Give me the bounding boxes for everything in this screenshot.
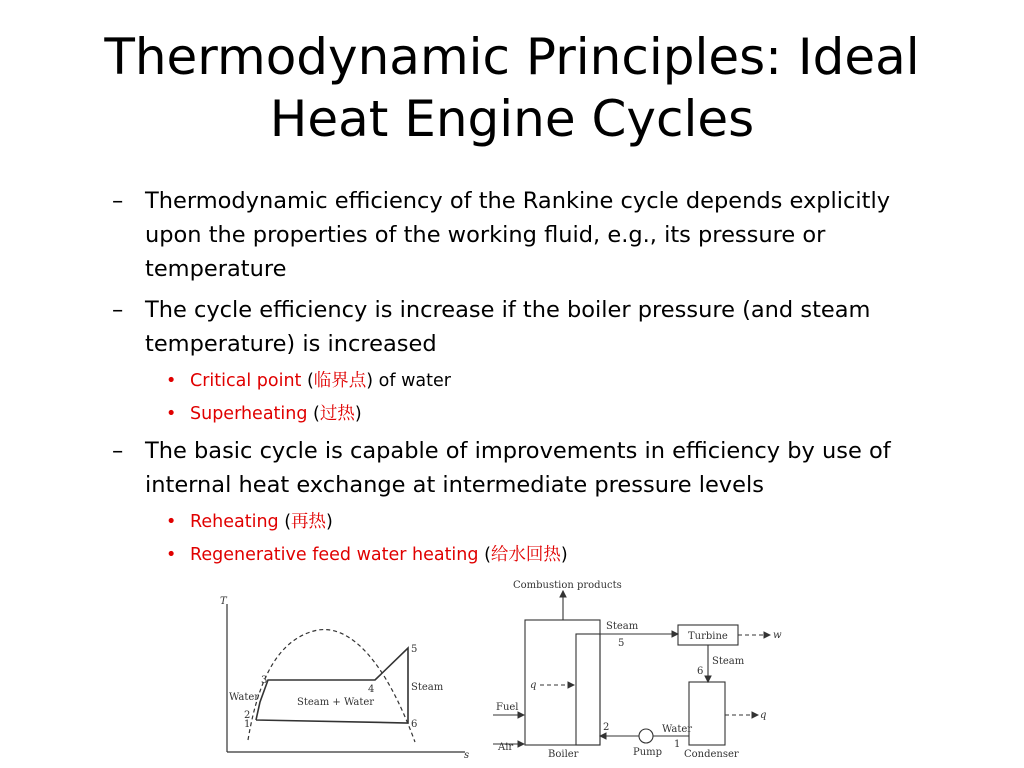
subbullet-reheating (166, 509, 932, 535)
subbullet-regenerative-heating (166, 542, 932, 568)
steam-label-side: Steam (712, 656, 745, 667)
state-5-label: 5 (618, 638, 625, 649)
condenser-label: Condenser (684, 749, 739, 760)
dot-marker: • (166, 512, 177, 532)
term: Regenerative feed water heating (190, 545, 479, 565)
heat-out-label: q (760, 710, 767, 721)
subbullet-critical-point (166, 368, 932, 394)
state-6-label: 6 (697, 666, 704, 677)
pump-label: Pump (633, 747, 663, 758)
term: Critical point (190, 371, 302, 391)
heat-in-label: q (530, 680, 537, 691)
label-water: Water (229, 692, 260, 703)
bullet-list (112, 184, 932, 575)
point-5: 5 (411, 644, 418, 655)
term: Reheating (190, 512, 279, 532)
paren-close: ) of water (366, 371, 451, 391)
paren-close: ) (326, 512, 333, 532)
paren-open: ( (478, 545, 491, 565)
label-steam-water: Steam + Water (297, 697, 375, 708)
pump-symbol (639, 729, 653, 743)
combustion-products-label: Combustion products (513, 580, 622, 591)
saturation-dome (248, 630, 418, 742)
point-4: 4 (368, 684, 375, 695)
point-3: 3 (261, 675, 268, 686)
air-label: Air (498, 742, 514, 753)
term: Superheating (190, 404, 308, 424)
slide-title: Thermodynamic Principles: Ideal Heat Engine Cycles (104, 28, 920, 148)
water-label: Water (662, 724, 693, 735)
bullet-internal-heat-exchange (112, 434, 932, 502)
point-2: 2 (244, 710, 251, 721)
bullet-text: The basic cycle is capable of improvements in efficiency by use of internal heat exchange at intermediate pressure levels (145, 438, 891, 498)
axis-s-label: s (464, 750, 470, 761)
dash-marker: – (112, 297, 124, 323)
ts-diagram (210, 590, 480, 762)
point-6: 6 (411, 719, 418, 730)
state-2-label: 2 (603, 722, 610, 733)
axis-t-label: T (220, 596, 227, 607)
paren-close: ) (354, 404, 362, 424)
paren-open: ( (278, 512, 292, 532)
chinese-term: 过热 (319, 404, 355, 424)
bullet-text: Thermodynamic efficiency of the Rankine cycle depends explicitly upon the properties of the working fluid, e.g., its pressure or temperature (145, 188, 891, 282)
state-1-label: 1 (674, 739, 681, 750)
dot-marker: • (166, 545, 177, 565)
chinese-term: 给水回热 (490, 545, 561, 565)
bullet-efficiency-rankine (112, 184, 932, 286)
rankine-plant-diagram (488, 574, 788, 764)
point-1: 1 (244, 719, 251, 730)
paren-close: ) (560, 545, 568, 565)
condenser-box (689, 682, 725, 745)
cycle-path (256, 648, 408, 723)
fuel-label: Fuel (496, 702, 519, 713)
steam-label-top: Steam (606, 621, 639, 632)
paren-open: ( (301, 371, 314, 391)
chinese-term: 临界点 (313, 371, 367, 391)
subbullet-superheating (166, 401, 932, 427)
bullet-text: The cycle efficiency is increase if the boiler pressure (and steam temperature) is increased (145, 297, 871, 357)
boiler-inner-tube (576, 634, 600, 745)
turbine-label: Turbine (688, 631, 728, 642)
paren-open: ( (307, 404, 320, 424)
label-steam: Steam (411, 682, 444, 693)
dot-marker: • (166, 371, 177, 391)
chinese-term: 再热 (291, 512, 327, 532)
dash-marker: – (112, 188, 124, 214)
bullet-boiler-pressure (112, 293, 932, 361)
dot-marker: • (166, 404, 177, 424)
boiler-label: Boiler (548, 749, 579, 760)
dash-marker: – (112, 438, 124, 464)
work-label: w (773, 630, 782, 641)
